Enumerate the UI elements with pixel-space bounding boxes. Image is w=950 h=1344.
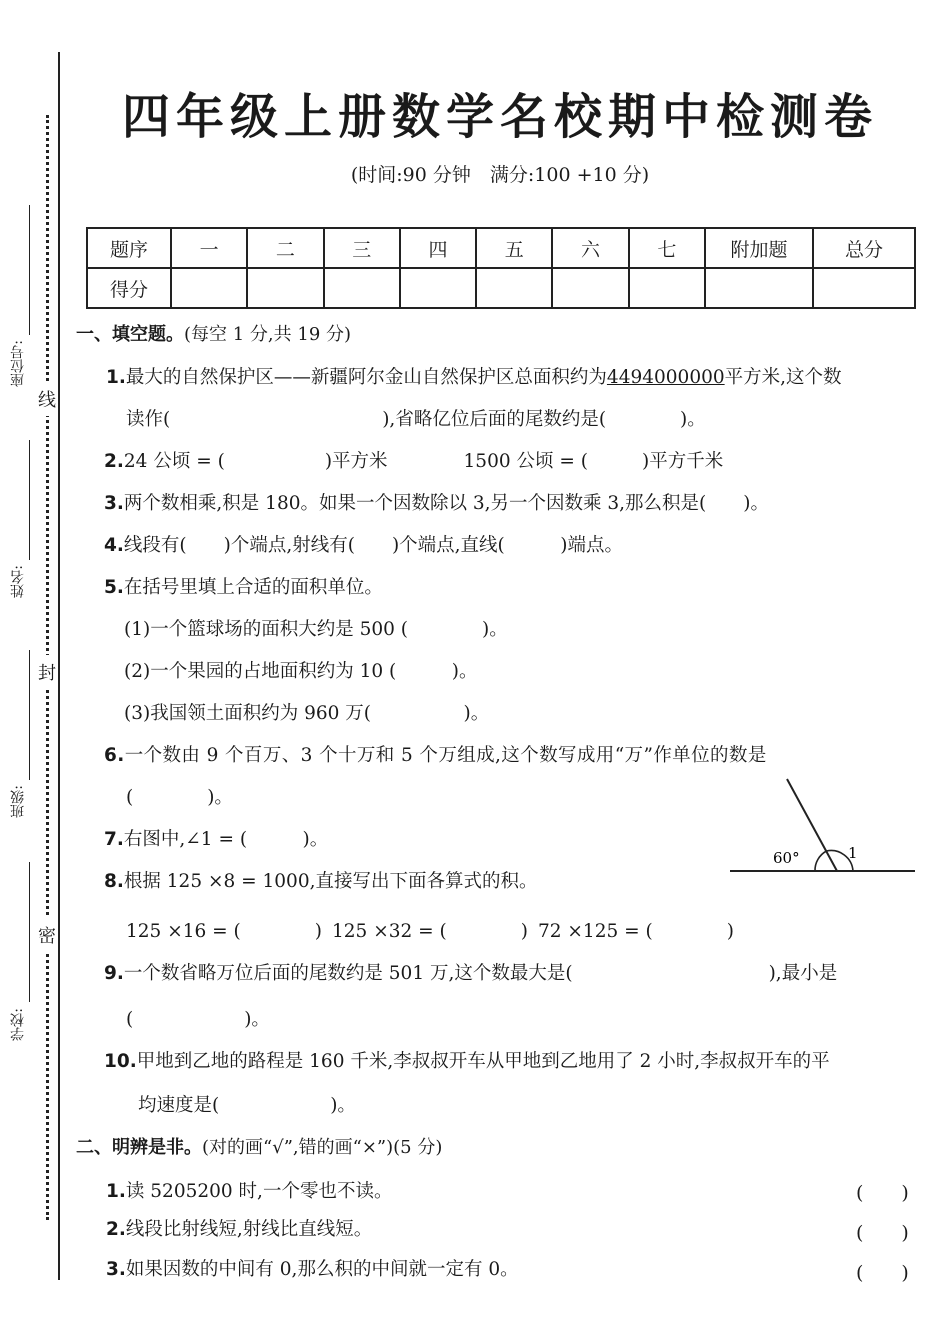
score-header-cell: 五: [476, 228, 552, 268]
exam-info: (时间:90 分钟 满分:100 +10 分): [350, 164, 650, 186]
question-number: 8.: [104, 871, 124, 892]
question-text: )平方米: [324, 451, 388, 472]
section2-title: 二、明辨是非。: [76, 1137, 202, 1158]
question-text: 读 5205200 时,一个零也不读。: [125, 1181, 393, 1202]
school-label: 学校:: [10, 1008, 26, 1041]
section1-heading: [76, 320, 351, 346]
score-header-cell: 七: [629, 228, 705, 268]
question-text: 一个数省略万位后面的尾数约是 501 万,这个数最大是(: [123, 963, 573, 984]
class-underline: [29, 650, 30, 780]
section2-note: (对的画“√”,错的画“×”)(5 分): [202, 1137, 443, 1158]
question-number: 10.: [104, 1051, 137, 1072]
score-header-cell: 六: [552, 228, 628, 268]
score-cell[interactable]: [247, 268, 323, 308]
judge-item-3: [106, 1255, 519, 1281]
score-header-cell: 总分: [813, 228, 915, 268]
score-header-cell: 一: [171, 228, 247, 268]
score-cell[interactable]: [629, 268, 705, 308]
question-text: 读作(: [126, 409, 171, 430]
page-title: 四年级上册数学名校期中检测卷: [121, 89, 878, 145]
question-4: [104, 531, 623, 557]
question-text: 根据 125 ×8 = 1000,直接写出下面各算式的积。: [123, 871, 538, 892]
question-8-b: 125 ×32 = ( ): [332, 921, 528, 942]
question-8-c: 72 ×125 = ( ): [538, 921, 734, 942]
question-number: 9.: [104, 963, 124, 984]
school-underline: [29, 862, 30, 1002]
question-5-2: (2)一个果园的占地面积约为 10 ( )。: [124, 661, 478, 682]
score-header-cell: 三: [324, 228, 400, 268]
score-input-row: [87, 268, 915, 308]
score-cell[interactable]: [476, 268, 552, 308]
question-text: 线段比射线短,射线比直线短。: [125, 1219, 373, 1240]
question-8-a: 125 ×16 = ( ): [126, 921, 322, 942]
seal-xian: 线: [38, 382, 56, 416]
question-text: 平方米,这个数: [724, 367, 842, 388]
question-text: 线段有( )个端点,射线有( )个端点,直线( )端点。: [123, 535, 623, 556]
question-text: )。: [680, 409, 706, 430]
area-number: 4494000000: [606, 367, 725, 388]
question-6: [104, 741, 767, 767]
question-number: 3.: [104, 493, 124, 514]
question-number: 4.: [104, 535, 124, 556]
question-text: ),省略亿位后面的尾数约是(: [382, 409, 607, 430]
score-cell[interactable]: [400, 268, 476, 308]
score-header-cell: 题序: [87, 228, 171, 268]
question-3: [104, 489, 769, 515]
seal-mi: 密: [38, 918, 56, 952]
question-text: 如果因数的中间有 0,那么积的中间就一定有 0。: [125, 1259, 519, 1280]
question-text: 在括号里填上合适的面积单位。: [123, 577, 383, 598]
binding-line: [58, 52, 60, 1280]
question-text: 两个数相乘,积是 180。如果一个因数除以 3,另一个因数乘 3,那么积是( )。: [123, 493, 769, 514]
question-9: [104, 959, 837, 985]
question-text: 24 公顷 = (: [123, 451, 225, 472]
score-cell[interactable]: [813, 268, 915, 308]
seal-feng: 封: [38, 655, 56, 689]
judge-mark-1[interactable]: ( ): [856, 1182, 909, 1204]
judge-item-1: [106, 1177, 392, 1203]
name-label: 姓名:: [10, 565, 26, 598]
question-text: 1500 公顷 = (: [463, 451, 588, 472]
question-5-3: (3)我国领土面积约为 960 万( )。: [124, 703, 490, 724]
angle-1-label: 1: [848, 844, 858, 862]
question-5-1: (1)一个篮球场的面积大约是 500 ( )。: [124, 619, 508, 640]
question-8: [104, 867, 537, 893]
question-7: [104, 825, 328, 851]
question-number: 6.: [104, 745, 125, 766]
score-cell[interactable]: [705, 268, 813, 308]
angle-60-arc: [815, 851, 827, 871]
score-header-cell: 附加题: [705, 228, 813, 268]
question-6-line2: ( )。: [126, 787, 233, 808]
question-5: [104, 573, 383, 599]
question-text: 一个数由 9 个百万、3 个十万和 5 个万组成,这个数写成用“万”作单位的数是: [124, 745, 767, 766]
question-number: 1.: [106, 1181, 126, 1202]
question-number: 3.: [106, 1259, 126, 1280]
section2-heading: [76, 1133, 442, 1159]
question-number: 7.: [104, 829, 124, 850]
question-text: 最大的自然保护区——新疆阿尔金山自然保护区总面积约为: [125, 367, 607, 388]
score-cell[interactable]: [324, 268, 400, 308]
question-text: ),最小是: [768, 963, 838, 984]
score-table: [86, 227, 916, 309]
question-number: 2.: [106, 1219, 126, 1240]
judge-item-2: [106, 1215, 372, 1241]
question-10: [104, 1047, 830, 1073]
question-number: 5.: [104, 577, 124, 598]
score-header-cell: 四: [400, 228, 476, 268]
name-underline: [29, 440, 30, 560]
question-10-line2: 均速度是( )。: [138, 1095, 356, 1116]
score-cell[interactable]: [552, 268, 628, 308]
question-number: 1.: [106, 367, 126, 388]
question-text: )平方千米: [641, 451, 724, 472]
score-cell[interactable]: [171, 268, 247, 308]
score-header-cell: 二: [247, 228, 323, 268]
question-text: 甲地到乙地的路程是 160 千米,李叔叔开车从甲地到乙地用了 2 小时,李叔叔开车的平: [136, 1051, 830, 1072]
score-header-row: [87, 228, 915, 268]
seat-label: 座位号:: [10, 340, 26, 387]
question-number: 2.: [104, 451, 124, 472]
question-text: 右图中,∠1 = ( )。: [123, 829, 329, 850]
question-1-line2: [126, 405, 706, 431]
score-row-label: 得分: [87, 268, 171, 308]
question-1: [106, 363, 842, 389]
question-9-line2: ( )。: [126, 1009, 270, 1030]
section1-title: 一、填空题。: [76, 324, 184, 345]
question-2: [104, 447, 723, 473]
seat-underline: [29, 205, 30, 335]
judge-mark-2[interactable]: ( ): [856, 1222, 909, 1244]
section1-note: (每空 1 分,共 19 分): [184, 324, 352, 345]
class-label: 班级:: [10, 785, 26, 818]
judge-mark-3[interactable]: ( ): [856, 1262, 909, 1284]
angle-60-label: 60°: [773, 849, 800, 867]
angle-figure: [725, 775, 920, 880]
